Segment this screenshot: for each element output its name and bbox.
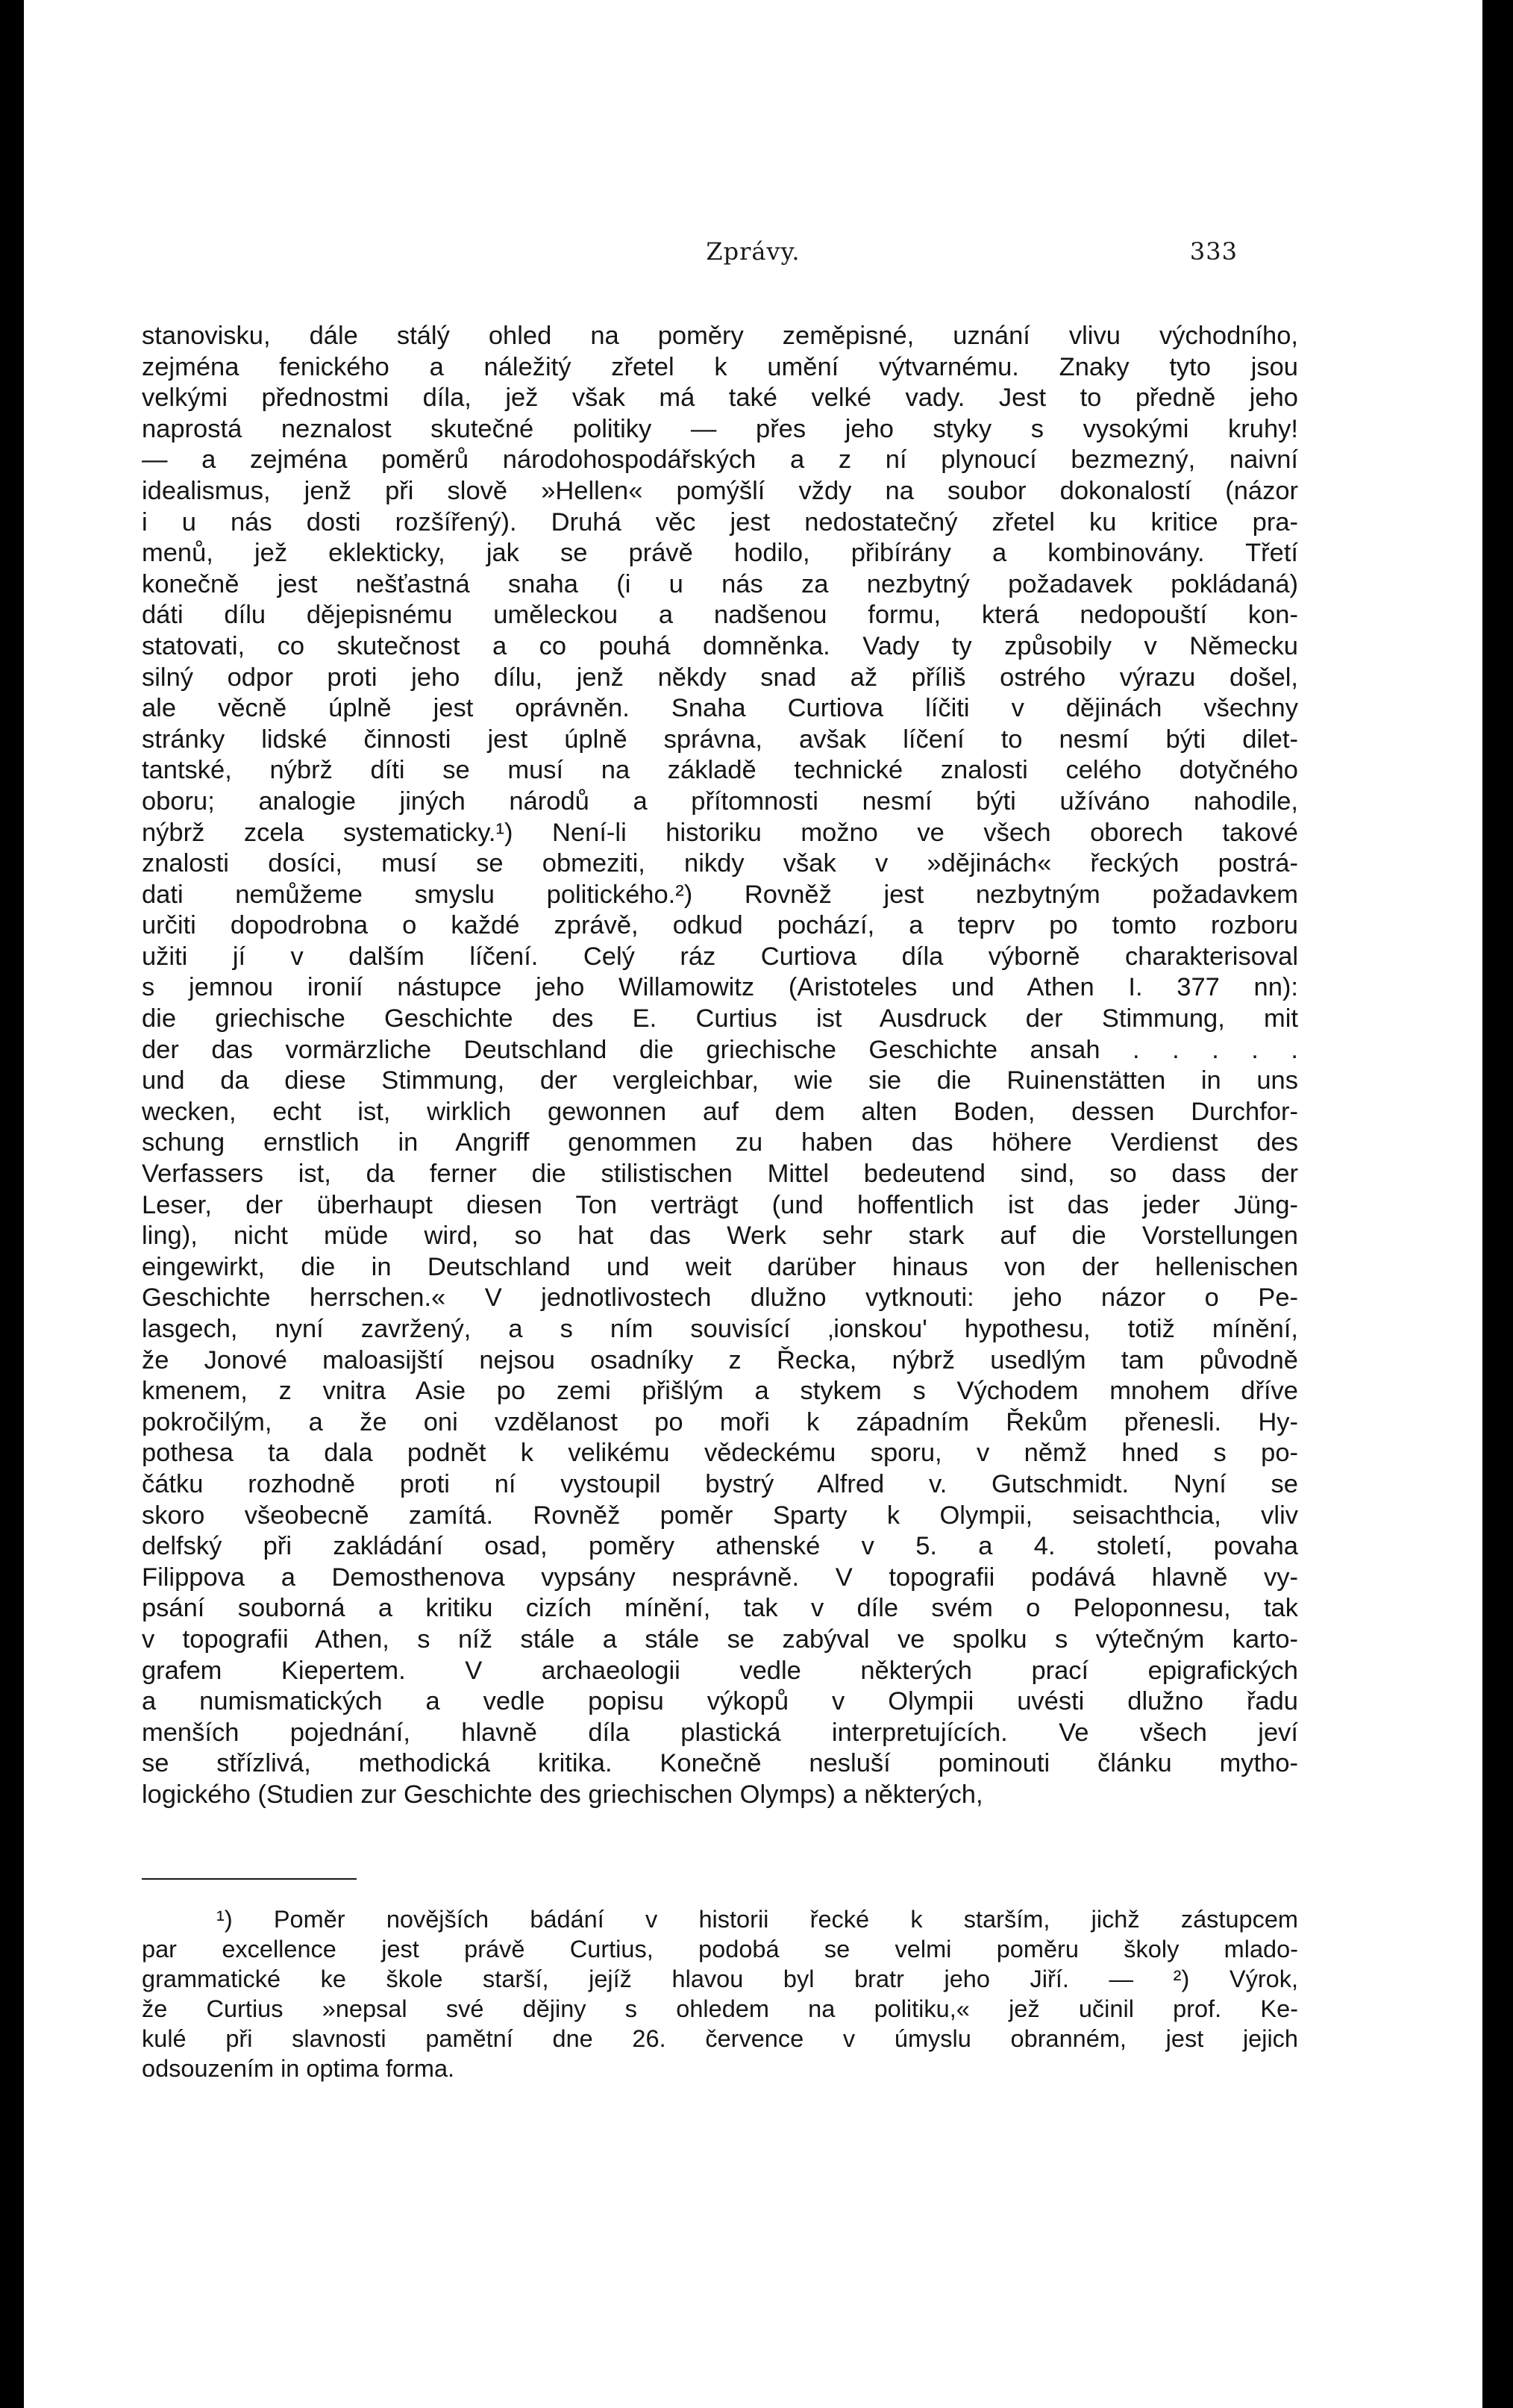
body-line: silný odpor proti jeho dílu, jenž někdy snad až příliš ostrého výrazu došel,: [142, 663, 1298, 692]
body-line: ling), nicht müde wird, so hat das Werk sehr stark auf die Vorstellungen: [142, 1222, 1298, 1251]
body-line: die griechische Geschichte des E. Curtius ist Ausdruck der Stimmung, mit: [142, 1004, 1298, 1033]
body-line: menů, jež eklekticky, jak se právě hodilo, přibírány a kombinovány. Třetí: [142, 539, 1298, 568]
body-line: — a zejména poměrů národohospodářských a z ní plynoucí bezmezný, naivní: [142, 445, 1298, 475]
body-line: zejména fenického a náležitý zřetel k umění výtvarnému. Znaky tyto jsou: [142, 352, 1298, 381]
body-line: Verfassers ist, da ferner die stilistischen Mittel bedeutend sind, so dass der: [142, 1160, 1298, 1189]
body-line: že Jonové maloasijští nejsou osadníky z Řecka, nýbrž usedlým tam původně: [142, 1345, 1298, 1375]
body-line: ale věcně úplně jest oprávněn. Snaha Curtiova líčiti v dějinách všechny: [142, 694, 1298, 723]
body-line: idealismus, jenž při slově »Hellen« pomýšlí vždy na soubor dokonalostí (názor: [142, 476, 1298, 505]
body-line: dáti dílu dějepisnému uměleckou a nadšenou formu, která nedopouští kon-: [142, 601, 1298, 630]
running-head: [24, 237, 1482, 275]
body-line: skoro všeobecně zamítá. Rovněž poměr Sparty k Olympii, seisachthcia, vliv: [142, 1501, 1298, 1530]
body-line: pothesa ta dala podnět k velikému vědeckému sporu, v němž hned s po-: [142, 1439, 1298, 1468]
body-line: statovati, co skutečnost a co pouhá domněnka. Vady ty způsobily v Německu: [142, 631, 1298, 660]
body-line: psání souborná a kritiku cizích mínění, tak v díle svém o Peloponnesu, tak: [142, 1594, 1298, 1623]
body-line: užiti jí v dalším líčení. Celý ráz Curtiova díla výborně charakterisoval: [142, 942, 1298, 971]
footnotes: [142, 1904, 1298, 2083]
body-line: lasgech, nyní zavržený, a s ním souvisící ‚ionskou' hypothesu, totiž mínění,: [142, 1315, 1298, 1343]
footnote-line: že Curtius »nepsal své dějiny s ohledem na politiku,« jež učinil prof. Ke-: [142, 1995, 1298, 2022]
body-line: a numismatických a vedle popisu výkopů v Olympii uvésti dlužno řadu: [142, 1687, 1298, 1716]
page-number: 333: [1189, 237, 1238, 266]
body-line: stanovisku, dále stálý ohled na poměry zeměpisné, uznání vlivu východního,: [142, 322, 1298, 350]
running-head-title: Zprávy.: [706, 237, 801, 266]
body-line: nýbrž zcela systematicky.¹) Není-li historiku možno ve všech oborech takové: [142, 818, 1298, 847]
footnote-line: odsouzením in optima forma.: [142, 2055, 455, 2082]
body-line: wecken, echt ist, wirklich gewonnen auf dem alten Boden, dessen Durchfor-: [142, 1097, 1298, 1126]
body-line: tantské, nýbrž díti se musí na základě technické znalosti celého dotyčného: [142, 756, 1298, 785]
body-line: konečně jest nešťastná snaha (i u nás za nezbytný požadavek pokládaná): [142, 569, 1298, 598]
body-line: grafem Kiepertem. V archaeologii vedle některých prací epigrafických: [142, 1656, 1298, 1685]
body-line: menších pojednání, hlavně díla plastická interpretujících. Ve všech jeví: [142, 1718, 1298, 1747]
body-line: Geschichte herrschen.« V jednotlivostech dlužno vytknouti: jeho názor o Pe-: [142, 1283, 1298, 1313]
book-page: [24, 0, 1482, 2408]
footnote-line: kulé při slavnosti pamětní dne 26. července v úmyslu obranném, jest jejich: [142, 2025, 1298, 2052]
body-line: znalosti dosíci, musí se obmeziti, nikdy však v »dějinách« řeckých postrá-: [142, 849, 1298, 878]
body-line: s jemnou ironií nástupce jeho Willamowitz (Aristoteles und Athen I. 377 nn):: [142, 973, 1298, 1002]
body-line: kmenem, z vnitra Asie po zemi přišlým a stykem s Východem mnohem dříve: [142, 1377, 1298, 1406]
body-line: und da diese Stimmung, der vergleichbar, wie sie die Ruinenstätten in uns: [142, 1066, 1298, 1095]
body-line: stránky lidské činnosti jest úplně správna, avšak líčení to nesmí býti dilet-: [142, 725, 1298, 754]
body-line: velkými přednostmi díla, jež však má také velké vady. Jest to předně jeho: [142, 384, 1298, 413]
body-line: delfský při zakládání osad, poměry athenské v 5. a 4. století, povaha: [142, 1532, 1298, 1561]
body-line: v topografii Athen, s níž stále a stále se zabýval ve spolku s výtečným karto-: [142, 1624, 1298, 1654]
footnote-line: par excellence jest právě Curtius, podobá se velmi poměru školy mlado-: [142, 1936, 1298, 1963]
body-text: [142, 321, 1298, 1811]
body-line: schung ernstlich in Angriff genommen zu haben das höhere Verdienst des: [142, 1128, 1298, 1157]
body-line: pokročilým, a že oni vzdělanost po moři k západním Řekům přenesli. Hy-: [142, 1407, 1298, 1436]
body-line: Leser, der überhaupt diesen Ton verträgt (und hoffentlich ist das jeder Jüng-: [142, 1190, 1298, 1219]
footnote-line: ¹) Poměr novějších bádání v historii řecké k starším, jichž zástupcem: [216, 1906, 1298, 1933]
body-line: naprostá neznalost skutečné politiky — přes jeho styky s vysokými kruhy!: [142, 414, 1298, 443]
body-line: se střízlivá, methodická kritika. Konečně nesluší pominouti článku mytho-: [142, 1749, 1298, 1778]
body-line: čátku rozhodně proti ní vystoupil bystrý Alfred v. Gutschmidt. Nyní se: [142, 1469, 1298, 1498]
body-line: určiti dopodrobna o každé zprávě, odkud pochází, a teprv po tomto rozboru: [142, 911, 1298, 940]
body-line: Filippova a Demosthenova vypsány nesprávně. V topografii podává hlavně vy-: [142, 1563, 1298, 1592]
body-line: oboru; analogie jiných národů a přítomnosti nesmí býti užíváno nahodile,: [142, 786, 1298, 816]
body-line: logického (Studien zur Geschichte des griechischen Olymps) a některých,: [142, 1780, 983, 1809]
footnote-rule: [142, 1878, 357, 1880]
footnote-line: grammatické ke škole starší, jejíž hlavou byl bratr jeho Jiří. — ²) Výrok,: [142, 1966, 1298, 1992]
body-line: dati nemůžeme smyslu politického.²) Rovněž jest nezbytným požadavkem: [142, 880, 1298, 909]
body-line: eingewirkt, die in Deutschland und weit darüber hinaus von der hellenischen: [142, 1252, 1298, 1281]
body-line: der das vormärzliche Deutschland die griechische Geschichte ansah . . . . .: [142, 1035, 1298, 1064]
body-line: i u nás dosti rozšířený). Druhá věc jest nedostatečný zřetel ku kritice pra-: [142, 507, 1298, 537]
